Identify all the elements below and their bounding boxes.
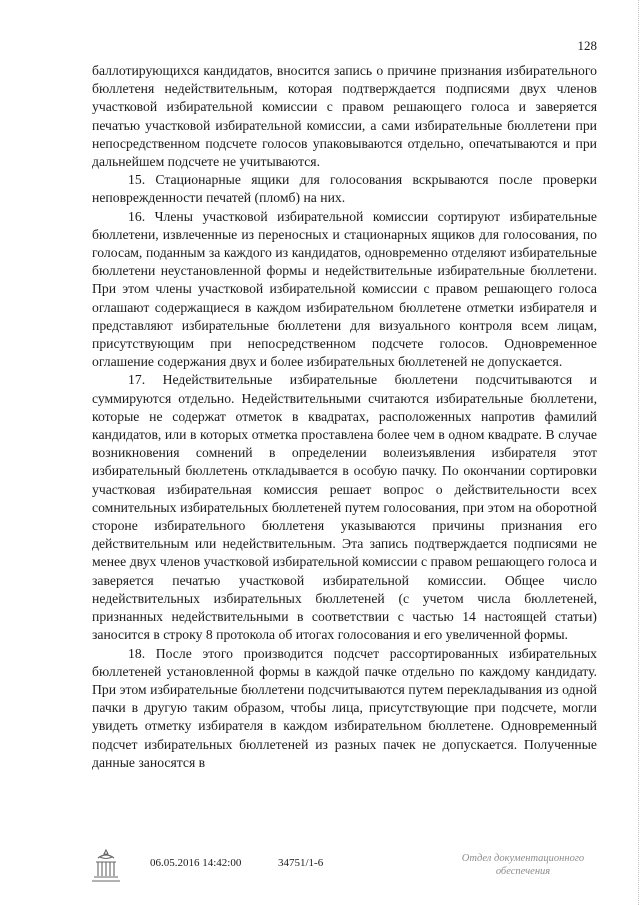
department-stamp (448, 852, 598, 878)
stamp-line-2: обеспечения (495, 866, 551, 877)
scan-edge (634, 0, 639, 905)
footer-datetime: 06.05.2016 14:42:00 (150, 857, 242, 869)
document-body (92, 62, 597, 772)
paragraph-18: 18. После этого производится подсчет рассортированных избирательных бюллетеней установленной формы в каждой пачке отдельно по каждому кандидату. При этом избирательные бюллетени подсчитываются путем перекладывания из одной пачки в другую таким образом, чтобы лица, присутствующие при подсчете, могли увидеть отметку избирателя в каждом избирательном бюллетене. Одновременный подсчет избирательных бюллетеней из разных пачек не допускается. Полученные данные заносятся в (92, 645, 597, 770)
stamp-line-1: Отдел документационного (461, 853, 585, 864)
footer-doc-code: 34751/1-6 (278, 857, 324, 869)
emblem-icon (86, 846, 126, 886)
paragraph-16: 16. Члены участковой избирательной комиссии сортируют избирательные бюллетени, извлеченные из переносных и стационарных ящиков для голосования, по голосам, поданным за каждого из кандидатов, одновременно отделяют избирательные бюллетени неустановленной формы и недействительные избирательные бюллетени. При этом члены участковой избирательной комиссии с правом решающего голоса оглашают содержащиеся в каждом избирательном бюллетене отметки избирателя и представляют избирательные бюллетени для визуального контроля всем лицам, присутствующим при непосредственном подсчете голосов. Одновременное оглашение содержания двух и более избирательных бюллетеней не допускается. (92, 208, 597, 370)
paragraph-15: 15. Стационарные ящики для голосования вскрываются после проверки неповрежденности печатей (пломб) на них. (92, 172, 597, 206)
page-number: 128 (577, 38, 597, 53)
paragraph-continuation: баллотирующихся кандидатов, вносится запись о причине признания избирательного бюллетеня недействительным, которая подтверждается подписями двух членов участковой избирательной комиссии с правом решающего голоса и заверяется печатью участковой избирательной комиссии, а сами избирательные бюллетени при непосредственном подсчете голосов упаковываются отдельно, опечатываются и при дальнейшем подсчете не учитываются. (92, 63, 597, 170)
paragraph-17: 17. Недействительные избирательные бюллетени подсчитываются и суммируются отдельно. Недействительными считаются избирательные бюллетени, которые не содержат отметок в квадратах, расположенных напротив фамилий кандидатов, или в которых отметка проставлена более чем в одном квадрате. В случае возникновения сомнений в определении волеизъявления избирателя этот избирательный бюллетень откладывается в особую пачку. По окончании сортировки участковая избирательная комиссия решает вопрос о действительности всех сомнительных избирательных бюллетеней путем голосования, при этом на оборотной стороне избирательного бюллетеня указываются причины признания его действительным или недействительным. Эта запись подтверждается подписями не менее двух членов участковой избирательной комиссии с правом решающего голоса и заверяется печатью участковой избирательной комиссии. Общее число недействительных избирательных бюллетеней (с учетом числа бюллетеней, признанных недействительными в соответствии с частью 14 настоящей статьи) заносится в строку 8 протокола об итогах голосования и его увеличенной формы. (92, 372, 597, 643)
